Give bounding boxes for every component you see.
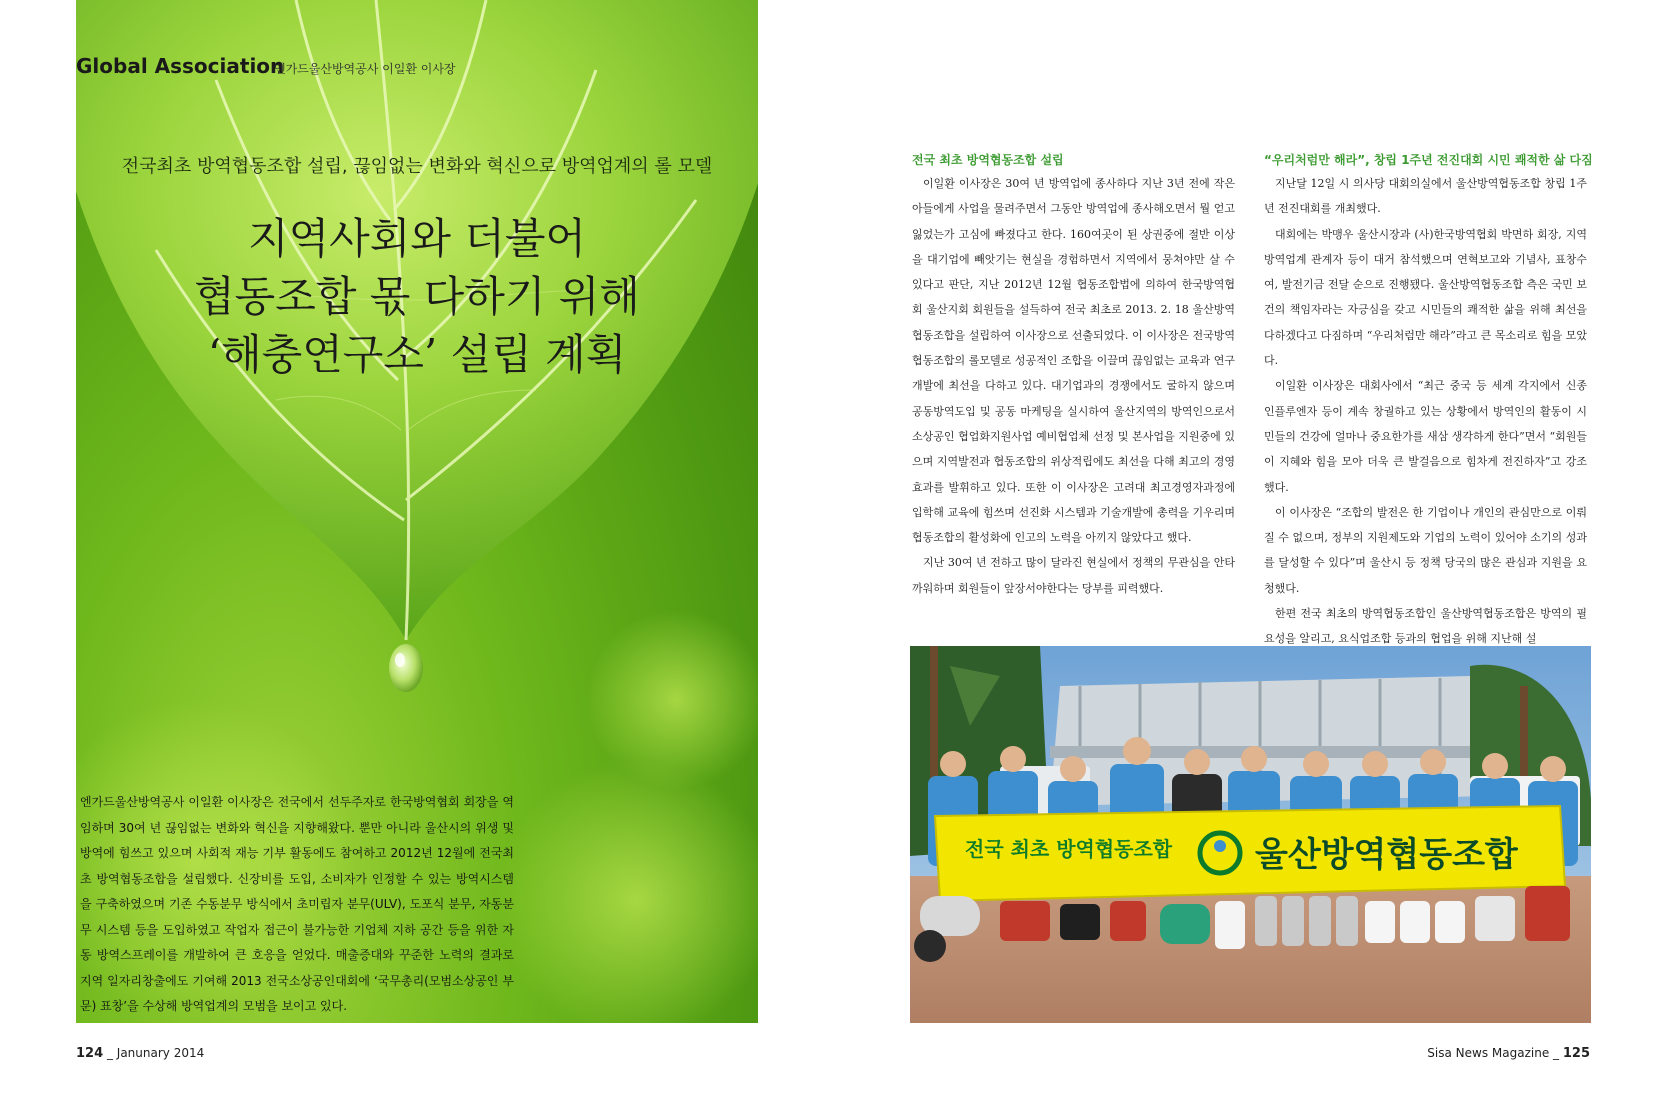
title-line: 지역사회와 더불어 [248,214,586,263]
banner [935,806,1565,901]
body-column-2 [1264,150,1593,652]
group-photo-illustration [910,646,1591,1023]
section-label: Global Association [76,54,285,78]
body-paragraph: 이일환 이사장은 대회사에서 “최근 중국 등 세계 각지에서 신종 인플루엔자 등이 계속 창궐하고 있는 상황에서 방역인의 활동이 시민들의 건강에 얼마나 중요한가를 새삼 생각하게 한다”면서 “회원들이 지혜와 힘을 모아 더욱 큰 발걸음으로 힘차게 전진하자”고 강조했다. [1264,379,1587,494]
magazine-name: Sisa News Magazine _ [1427,1046,1560,1060]
folio-right [1427,1046,1590,1061]
issue-date: _ Janunary 2014 [106,1046,205,1060]
title-line: 협동조합 몫 다하기 위해 [194,272,640,321]
body-paragraph: 지난 30여 년 전하고 많이 달라진 현실에서 정책의 무관심을 안타까워하며 회원들이 앞장서야한다는 당부를 피력했다. [912,556,1235,595]
banner-left-text: 전국 최초 방역협동조합 [965,837,1173,861]
lead-paragraph: 엔가드울산방역공사 이일환 이사장은 전국에서 선두주자로 한국방역협회 회장을 역임하며 30여 년 끊임없는 변화와 혁신을 지향해왔다. 뿐만 아니라 울산시의 위생 및 방역에 힘쓰고 있으며 사회적 재능 기부 활동에도 참여하고 2012년 12월에 전국최초 방역협동조합을 설립했다. 신장비를 도입, 소비자가 인정할 수 있는 방역시스템을 구축하였으며 기존 수동분무 방식에서 초미립자 분무(ULV), 도포식 분무, 자동분무 시스템 등을 도입하였고 작업자 접근이 불가능한 기업체 지하 공간 등을 위한 자동 방역스프레이를 개발하여 큰 호응을 얻었다. 매출증대와 꾸준한 노력의 결과로 지역 일자리창출에도 기여해 2013 전국소상공인대회에 ‘국무총리(모범소상공인 부문) 표창’을 수상해 방역업계의 모범을 보이고 있다. [80,795,514,1013]
column-heading: 전국 최초 방역협동조합 설립 [912,153,1064,167]
article-title [76,210,758,384]
body-paragraph: 대회에는 박맹우 울산시장과 (사)한국방역협회 박면하 회장, 지역 방역업계 관계자 등이 대거 참석했으며 연혁보고와 기념사, 표창수여, 발전기금 전달 순으로 진행됐다. 울산방역협동조합 측은 국민 보건의 책임자라는 자긍심을 갖고 시민들의 쾌적한 삶을 위해 최선을 다하겠다고 다짐하며 “우리처럼만 해라”라고 큰 목소리로 힘을 모았다. [1264,227,1587,368]
water-drop [389,644,423,692]
body-paragraph: 한편 전국 최초의 방역협동조합인 울산방역협동조합은 방역의 필요성을 알리고, 요식업조합 등과의 협업을 위해 지난해 설 [1264,607,1587,646]
banner-right-text: 울산방역협동조합 [1255,835,1518,875]
page-number-left: 124 [76,1046,104,1061]
body-paragraph: 이일환 이사장은 30여 년 방역업에 종사하다 지난 3년 전에 작은아들에게 사업을 물려주면서 그동안 방역업에 종사해오면서 뭘 얻고 잃었는가 고심에 빠졌다고 한다. 160여곳이 된 상권중에 절반 이상을 대기업에 빼앗기는 현실을 경험하면서 지역에서 뭉쳐야만 살 수 있다고 판단, 지난 2012년 12월 협동조합법에 의하여 한국방역협회 울산지회 회원들을 설득하여 전국 최초로 2013. 2. 18 울산방역협동조합을 설립하여 이사장으로 선출되었다. 이 이사장은 전국방역협동조합의 롤모델로 성공적인 조합을 이끌며 끊임없는 교육과 연구개발에 최선을 다하고 있다. 대기업과의 경쟁에서도 굴하지 않으며 공동방역도입 및 공동 마케팅을 실시하여 울산지역의 방역인으로서 소상공인 협업화지원사업 예비협업체 선정 및 본사업을 지원중에 있으며 지역발전과 협동조합의 위상적립에도 최선을 다해 최고의 경영효과를 발휘하고 있다. 또한 이 이사장은 고려대 최고경영자과정에 입학해 교육에 힘쓰며 선진화 시스템과 기술개발에 총력을 기우리며 협동조합의 활성화에 인고의 노력을 아끼지 않았다고 했다. [912,177,1235,545]
body-column-1 [912,150,1235,601]
folio-left [76,1046,204,1061]
title-line: ‘해충연구소’ 설립 계획 [207,330,627,379]
group-photo [910,646,1591,1023]
author-tag: 엔가드울산방역공사 이일환 이사장 [274,62,456,76]
page-number-right: 125 [1562,1046,1590,1061]
column-heading: “우리처럼만 해라”, 창립 1주년 전진대회 시민 쾌적한 삶 다짐 [1264,153,1593,167]
body-paragraph: 지난달 12일 시 의사당 대회의실에서 울산방역협동조합 창립 1주년 전진대회를 개최했다. [1264,177,1587,216]
article-subtitle: 전국최초 방역협동조합 설립, 끊임없는 변화와 혁신으로 방역업계의 롤 모델 [121,156,713,177]
body-paragraph: 이 이사장은 “조합의 발전은 한 기업이나 개인의 관심만으로 이뤄질 수 없으며, 정부의 지원제도와 기업의 노력이 있어야 소기의 성과를 달성할 수 있다”며 울산시 등 정책 당국의 많은 관심과 지원을 요청했다. [1264,505,1587,595]
